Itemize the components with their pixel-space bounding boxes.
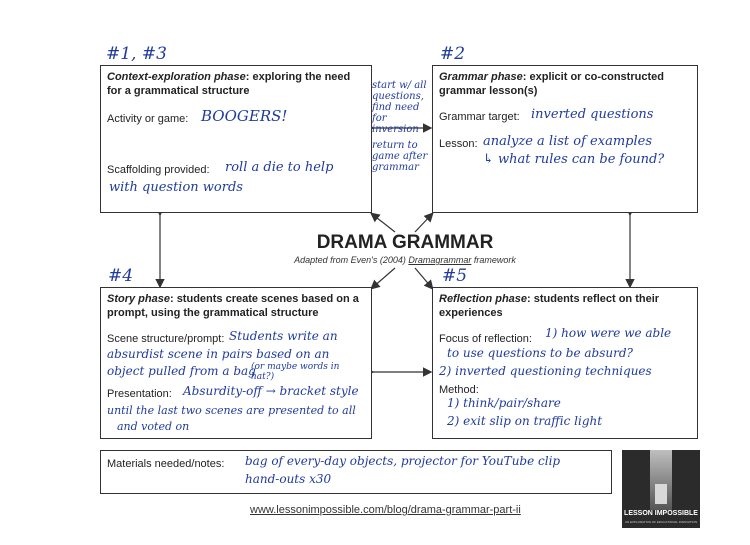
focus-value-line1: 1) how were we able <box>545 326 672 340</box>
phase-number-reflection: #5 <box>442 266 468 286</box>
scaffolding-value-line2: with question words <box>109 180 243 195</box>
grammar-target-value: inverted questions <box>531 107 654 122</box>
materials-label: Materials needed/notes: <box>107 458 225 470</box>
phase-number-context: #1, #3 <box>106 44 167 64</box>
materials-value-line1: bag of every-day objects, projector for YouTube clip <box>245 454 561 468</box>
context-exploration-box <box>100 65 372 213</box>
focus-of-reflection-label: Focus of reflection: <box>439 333 532 345</box>
scene-value-line2: absurdist scene in pairs based on an <box>107 347 330 361</box>
presentation-value-line1: Absurdity-off → bracket style <box>183 384 359 398</box>
margin-note-start-line3: find need for <box>372 102 420 124</box>
logo-tagline: AN EXPLORATION OF EDUCATIONAL INNOVATION <box>624 520 697 524</box>
page-title: DRAMA GRAMMAR <box>316 232 494 253</box>
presentation-label: Presentation: <box>107 388 172 400</box>
context-phase-desc: : exploring the need for a grammatical structure <box>107 71 351 97</box>
footer-url[interactable]: www.lessonimpossible.com/blog/drama-grammar-part-ii <box>250 504 521 516</box>
grammar-phase-desc: : explicit or co-constructed grammar lesson(s) <box>439 71 664 97</box>
presentation-value-line2: until the last two scenes are presented to all <box>107 404 356 417</box>
materials-box <box>100 450 612 494</box>
story-phase-box <box>100 287 372 439</box>
subtitle-pre: Adapted from Even's (2004) <box>294 255 409 265</box>
reflection-phase-desc: : students reflect on their experiences <box>439 293 660 319</box>
margin-note-start-line2: questions, <box>372 91 424 102</box>
margin-note-start-line4: inversion <box>372 124 419 135</box>
scene-value-line1: Students write an <box>229 329 338 343</box>
logo-pedestal <box>655 484 667 504</box>
grammar-target-label: Grammar target: <box>439 111 520 123</box>
phase-number-story: #4 <box>108 266 134 286</box>
method-value-line1: 1) think/pair/share <box>447 396 561 410</box>
page-subtitle <box>260 255 550 265</box>
lesson-label: Lesson: <box>439 138 478 150</box>
focus-value-line2: to use questions to be absurd? <box>447 346 633 360</box>
grammar-phase-box <box>432 65 698 213</box>
subtitle-post: framework <box>471 255 516 265</box>
reflection-phase-heading <box>439 292 693 320</box>
scene-structure-label: Scene structure/prompt: <box>107 333 225 345</box>
presentation-value-line3: and voted on <box>117 420 190 433</box>
context-phase-name: Context-exploration phase <box>107 71 246 83</box>
context-phase-heading <box>107 70 365 98</box>
margin-note-return <box>372 140 434 173</box>
margin-note-start-line1: start w/ all <box>372 80 427 91</box>
scene-value-line3: object pulled from a bag <box>107 364 256 378</box>
lesson-impossible-logo <box>622 450 700 528</box>
activity-label: Activity or game: <box>107 113 189 125</box>
focus-value-line3: 2) inverted questioning techniques <box>439 364 652 378</box>
lesson-value-line2: ↳ what rules can be found? <box>483 152 665 167</box>
activity-value: BOOGERS! <box>201 107 288 125</box>
reflection-phase-name: Reflection phase <box>439 293 528 305</box>
scene-note: (or maybe words in hat?) <box>251 362 340 382</box>
margin-note-return-line3: grammar <box>372 162 419 173</box>
lesson-value-line1: analyze a list of examples <box>483 134 652 149</box>
logo-name: LESSON IMPOSSIBLE <box>624 510 698 517</box>
grammar-phase-heading <box>439 70 691 98</box>
phase-number-grammar: #2 <box>440 44 466 64</box>
scaffolding-label: Scaffolding provided: <box>107 164 210 176</box>
scaffolding-value-line1: roll a die to help <box>225 160 334 175</box>
subtitle-link: Dramagrammar <box>408 255 472 265</box>
method-value-line2: 2) exit slip on traffic light <box>447 414 603 428</box>
reflection-phase-box <box>432 287 698 439</box>
story-phase-desc: : students create scenes based on a prompt, using the grammatical structure <box>107 293 359 319</box>
method-label: Method: <box>439 384 479 396</box>
margin-note-start <box>372 80 434 135</box>
margin-note-return-line2: game after <box>372 151 428 162</box>
grammar-phase-name: Grammar phase <box>439 71 523 83</box>
margin-note-return-line1: return to <box>372 140 418 151</box>
materials-value-line2: hand-outs x30 <box>245 472 332 486</box>
story-phase-heading <box>107 292 367 320</box>
story-phase-name: Story phase <box>107 293 170 305</box>
